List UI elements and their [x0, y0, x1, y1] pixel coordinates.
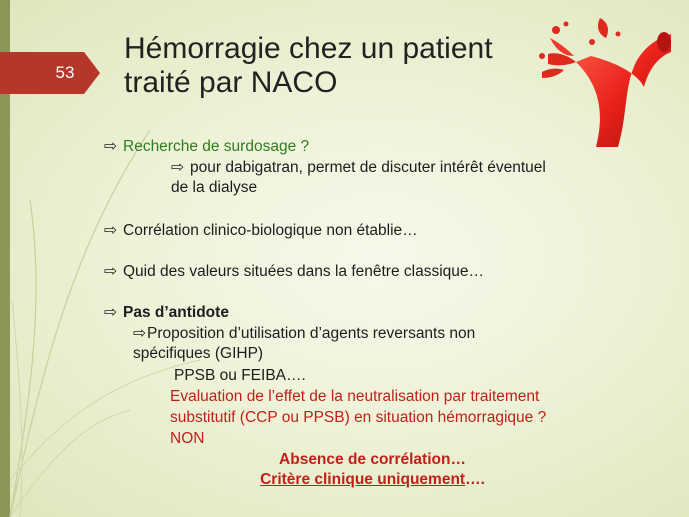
- bullet-4: [104, 303, 229, 322]
- arrow-right-outline-icon: ⇨: [171, 159, 184, 176]
- bullet-4-text: Pas d’antidote: [123, 304, 229, 321]
- arrow-right-outline-icon: ⇨: [104, 138, 117, 155]
- slide-title: [124, 32, 564, 100]
- bullet-2-text: Corrélation clinico-biologique non établie…: [123, 222, 418, 239]
- blood-vessel-illustration: [536, 12, 676, 152]
- bullet-2: [104, 221, 418, 240]
- slide-number-tab: [0, 52, 100, 94]
- arrow-right-outline-icon: ⇨: [104, 222, 117, 239]
- conclusion-2: [28, 470, 689, 489]
- bullet-3: [104, 262, 484, 281]
- slide-title-line1: Hémorragie chez un patient: [124, 32, 493, 65]
- arrow-right-outline-icon: ⇨: [104, 304, 117, 321]
- bullet-4-sub-line2: spécifiques (GIHP): [133, 345, 264, 362]
- conclusion-2-underlined: Critère clinique uniquement: [260, 471, 466, 488]
- slide-title-line2: traité par NACO: [124, 66, 338, 99]
- bullet-4-red-line1: Evaluation de l’effet de la neutralisation par traitement: [170, 388, 540, 405]
- bullet-1: [104, 137, 309, 156]
- bullet-1-text: Recherche de surdosage ?: [123, 138, 310, 155]
- conclusion-1: Absence de corrélation…: [279, 451, 466, 468]
- arrow-right-outline-icon: ⇨: [104, 263, 117, 280]
- bullet-1-sub-line1: pour dabigatran, permet de discuter intérêt éventuel: [190, 159, 546, 176]
- bullet-4-sub-line1: Proposition d’utilisation d’agents reversants non: [147, 325, 476, 342]
- bullet-4-sub: [133, 324, 475, 343]
- bullet-3-text: Quid des valeurs situées dans la fenêtre classique…: [123, 263, 485, 280]
- slide-number: 53: [55, 63, 75, 82]
- bullet-4-red-line2: substitutif (CCP ou PPSB) en situation hémorragique ?: [170, 409, 547, 426]
- bullet-4-red-line3: NON: [170, 430, 205, 447]
- bullet-4-sub-line3: PPSB ou FEIBA….: [174, 367, 306, 384]
- bullet-1-sub-line2: de la dialyse: [171, 179, 258, 196]
- arrow-right-outline-icon: ⇨: [133, 325, 146, 342]
- bullet-1-sub: [171, 158, 546, 177]
- conclusion-2-rest: ….: [465, 471, 485, 488]
